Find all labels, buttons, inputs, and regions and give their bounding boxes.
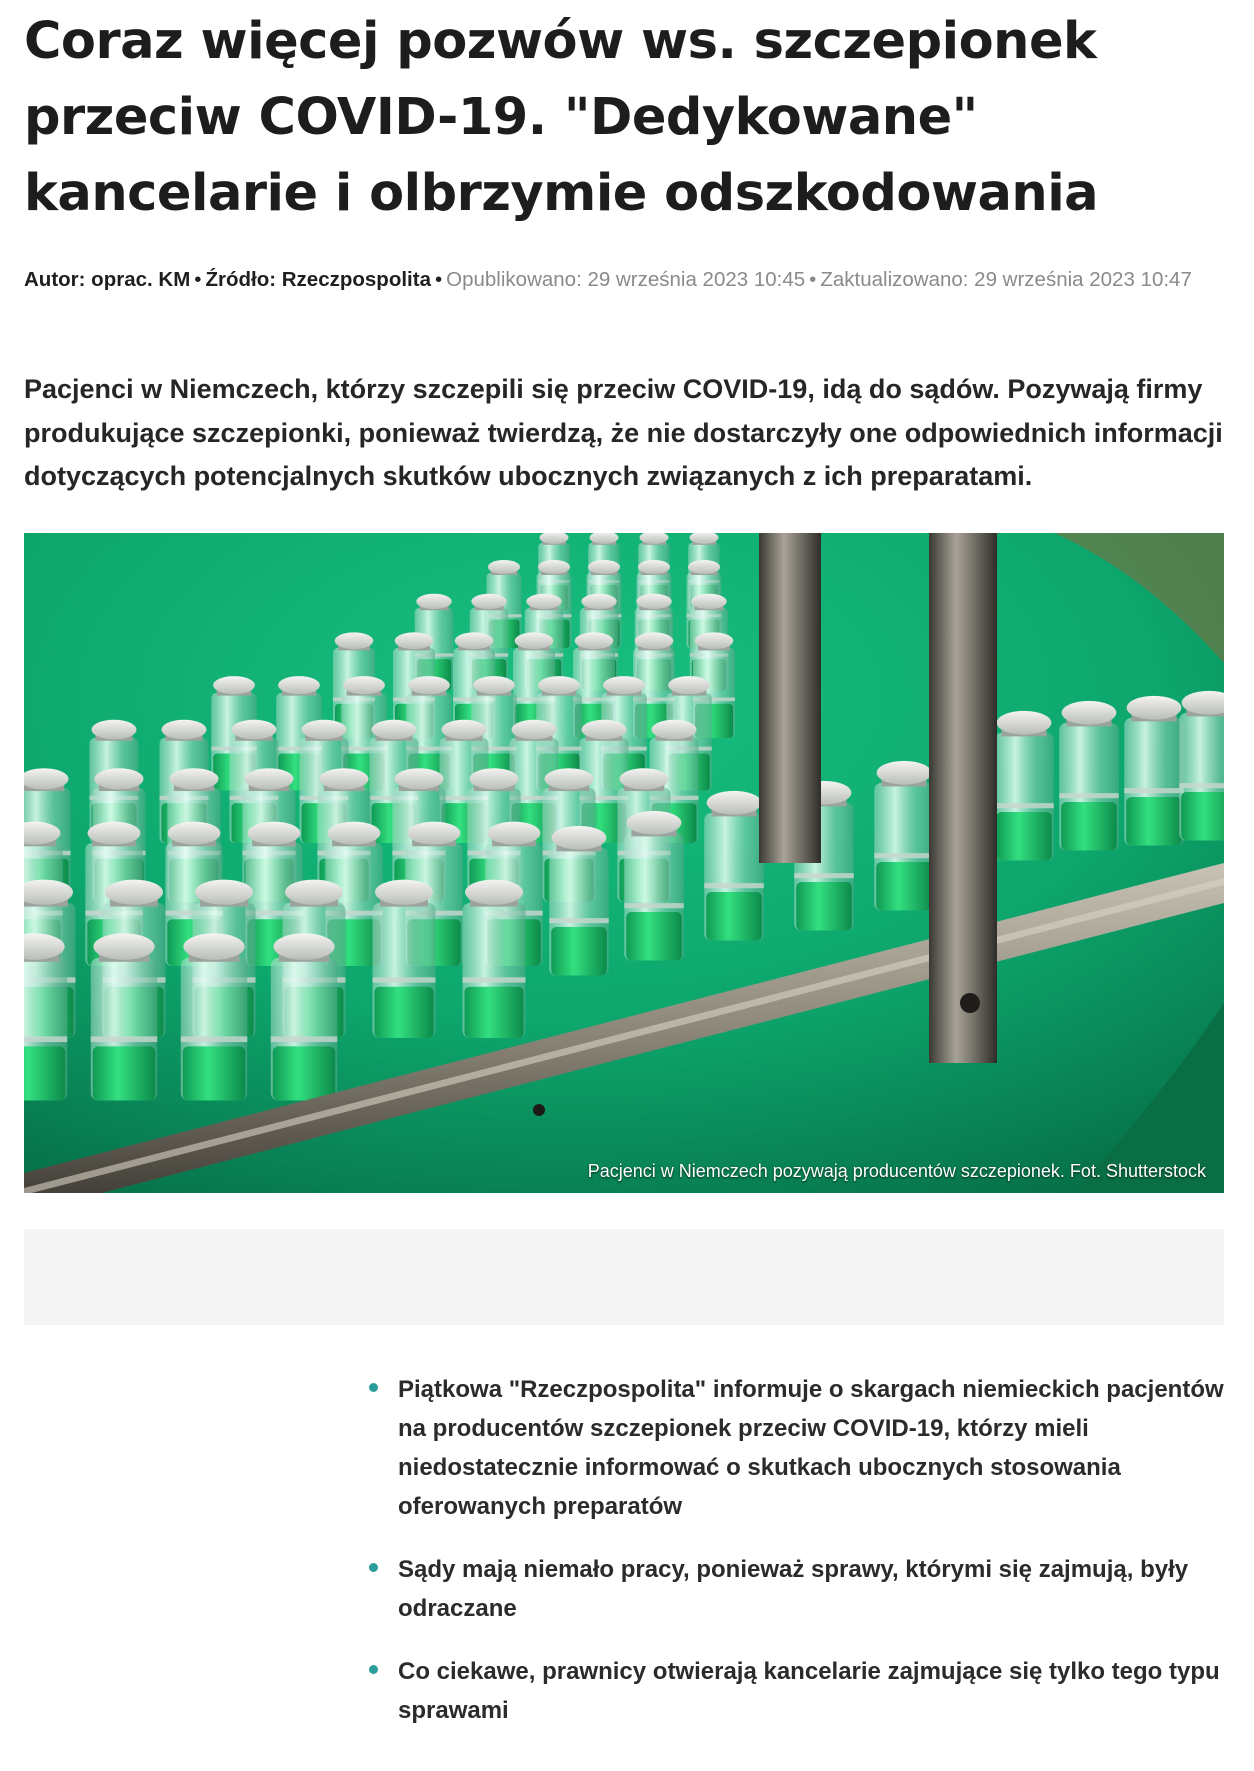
highlight-text: Co ciekawe, prawnicy otwierają kancelarie zajmujące się tylko tego typu sprawami xyxy=(398,1658,1220,1724)
vial-shape xyxy=(874,761,934,911)
meta-separator: • xyxy=(434,268,443,291)
updated-date: Zaktualizowano: 29 września 2023 10:47 xyxy=(820,268,1192,291)
bullet-icon xyxy=(369,1383,378,1392)
highlight-text: Sądy mają niemało pracy, ponieważ sprawy, którymi się zajmują, były odraczane xyxy=(398,1556,1189,1622)
highlight-item xyxy=(369,1550,1249,1628)
vial-shape xyxy=(24,933,67,1100)
highlight-item xyxy=(369,1652,1249,1730)
vial-shape xyxy=(549,826,609,976)
article-lead: Pacjenci w Niemczech, którzy szczepili się przeciw COVID-19, idą do sądów. Pozywają firmy produkujące szczepionki, ponieważ twierdzą, że nie dostarczyły one odpowiednich informacji dotyczących potencjalnych skutków ubocznych związanych z ich preparatami. xyxy=(24,374,1223,491)
vial-shape xyxy=(624,811,684,961)
meta-separator: • xyxy=(809,268,817,291)
vial-shape xyxy=(1179,691,1224,841)
vial-shape xyxy=(373,880,436,1038)
article xyxy=(24,0,1224,1724)
vial-shape xyxy=(91,933,158,1100)
vial-shape xyxy=(463,880,526,1038)
vial-shape xyxy=(181,933,248,1100)
vaccine-vials-photo xyxy=(24,533,1224,1193)
author-label: Autor: oprac. KM xyxy=(24,268,191,291)
bullet-icon xyxy=(369,1665,378,1674)
article-title: Coraz więcej pozwów ws. szczepionek przeciw COVID-19. "Dedykowane" kancelarie i olbrzymie odszkodowania xyxy=(24,12,1099,223)
hero-image[interactable] xyxy=(24,533,1224,1193)
bullet-icon xyxy=(369,1563,378,1572)
meta-separator: • xyxy=(194,268,202,291)
vial-shape xyxy=(994,711,1054,861)
vial-shape xyxy=(1059,701,1119,851)
image-caption: Pacjenci w Niemczech pozywają producentów szczepionek. Fot. Shutterstock xyxy=(587,1161,1206,1181)
source-label[interactable]: Źródło: Rzeczpospolita xyxy=(205,268,431,291)
vial-shape xyxy=(271,933,338,1100)
published-date: Opublikowano: 29 września 2023 10:45 xyxy=(446,268,806,291)
highlight-item xyxy=(369,1370,1249,1526)
vial-shape xyxy=(1124,696,1184,846)
article-highlights xyxy=(369,1370,1249,1754)
highlight-text: Piątkowa "Rzeczpospolita" informuje o skargach niemieckich pacjentów na producentów szczepionek przeciw COVID-19, którzy mieli niedostatecznie informować o skutkach ubocznych stosowania oferowanych preparatów xyxy=(398,1376,1224,1520)
vial-shape xyxy=(704,791,764,941)
ad-placeholder xyxy=(24,1229,1224,1325)
article-meta xyxy=(24,262,1224,297)
